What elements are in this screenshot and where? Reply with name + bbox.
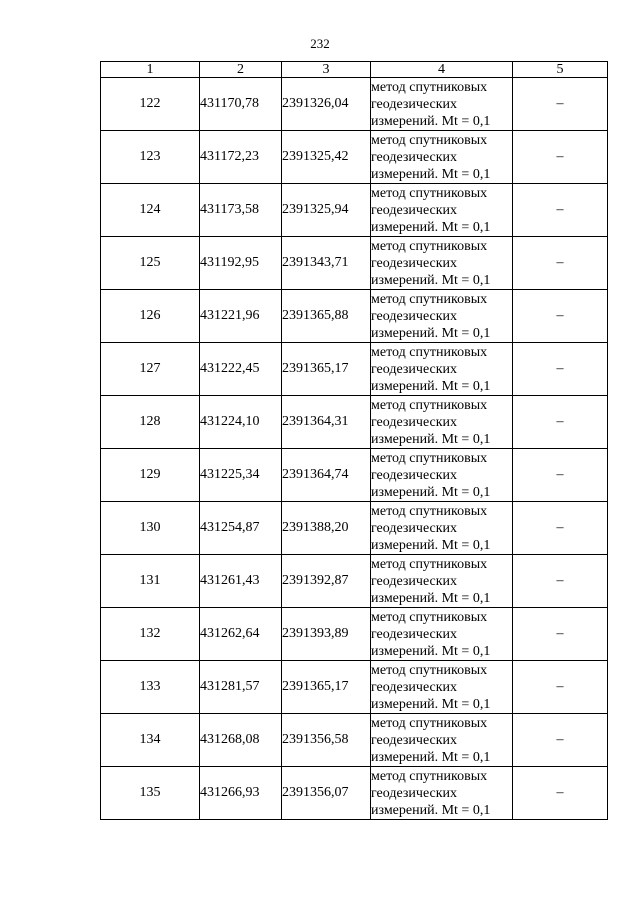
method-line: геодезических xyxy=(371,414,458,430)
table-row xyxy=(101,608,608,661)
note-dash: – xyxy=(513,396,608,449)
method-line: метод спутниковых xyxy=(371,132,488,148)
header-row xyxy=(101,62,608,78)
note-dash: – xyxy=(513,714,608,767)
note-dash: – xyxy=(513,502,608,555)
coordinate-y: 2391326,04 xyxy=(282,78,371,131)
coordinate-x: 431261,43 xyxy=(200,555,282,608)
method-line: измерений. Mt = 0,1 xyxy=(371,696,491,712)
column-header-2: 2 xyxy=(200,62,282,78)
method-line: метод спутниковых xyxy=(371,79,488,95)
point-number: 131 xyxy=(101,555,200,608)
note-dash: – xyxy=(513,555,608,608)
method-line: метод спутниковых xyxy=(371,662,488,678)
determination-method xyxy=(371,502,513,555)
table-row xyxy=(101,290,608,343)
method-line: измерений. Mt = 0,1 xyxy=(371,219,491,235)
table-row xyxy=(101,714,608,767)
method-line: геодезических xyxy=(371,626,458,642)
note-dash: – xyxy=(513,131,608,184)
table-row xyxy=(101,502,608,555)
method-line: геодезических xyxy=(371,202,458,218)
table-row xyxy=(101,78,608,131)
table-body xyxy=(101,78,608,820)
determination-method xyxy=(371,290,513,343)
method-line: измерений. Mt = 0,1 xyxy=(371,431,491,447)
point-number: 126 xyxy=(101,290,200,343)
coordinate-x: 431266,93 xyxy=(200,767,282,820)
point-number: 133 xyxy=(101,661,200,714)
method-line: измерений. Mt = 0,1 xyxy=(371,378,491,394)
method-line: измерений. Mt = 0,1 xyxy=(371,590,491,606)
note-dash: – xyxy=(513,767,608,820)
method-line: геодезических xyxy=(371,785,458,801)
method-line: геодезических xyxy=(371,573,458,589)
determination-method xyxy=(371,661,513,714)
method-line: измерений. Mt = 0,1 xyxy=(371,537,491,553)
point-number: 132 xyxy=(101,608,200,661)
coordinate-y: 2391364,74 xyxy=(282,449,371,502)
coordinate-x: 431262,64 xyxy=(200,608,282,661)
method-line: измерений. Mt = 0,1 xyxy=(371,272,491,288)
method-line: геодезических xyxy=(371,361,458,377)
method-line: геодезических xyxy=(371,255,458,271)
table-row xyxy=(101,184,608,237)
method-line: метод спутниковых xyxy=(371,344,488,360)
coordinate-y: 2391392,87 xyxy=(282,555,371,608)
table-row xyxy=(101,237,608,290)
method-line: метод спутниковых xyxy=(371,556,488,572)
coordinate-y: 2391365,17 xyxy=(282,343,371,396)
method-line: геодезических xyxy=(371,732,458,748)
coordinate-y: 2391356,07 xyxy=(282,767,371,820)
note-dash: – xyxy=(513,343,608,396)
method-line: геодезических xyxy=(371,149,458,165)
method-line: метод спутниковых xyxy=(371,185,488,201)
method-line: метод спутниковых xyxy=(371,291,488,307)
point-number: 122 xyxy=(101,78,200,131)
determination-method xyxy=(371,78,513,131)
determination-method xyxy=(371,184,513,237)
coordinate-x: 431170,78 xyxy=(200,78,282,131)
table-row xyxy=(101,449,608,502)
coordinate-x: 431192,95 xyxy=(200,237,282,290)
point-number: 135 xyxy=(101,767,200,820)
method-line: геодезических xyxy=(371,96,458,112)
coordinate-x: 431173,58 xyxy=(200,184,282,237)
method-line: измерений. Mt = 0,1 xyxy=(371,166,491,182)
coordinate-x: 431268,08 xyxy=(200,714,282,767)
coordinate-y: 2391356,58 xyxy=(282,714,371,767)
determination-method xyxy=(371,396,513,449)
method-line: метод спутниковых xyxy=(371,450,488,466)
method-line: измерений. Mt = 0,1 xyxy=(371,113,491,129)
determination-method xyxy=(371,343,513,396)
coordinate-y: 2391325,42 xyxy=(282,131,371,184)
method-line: метод спутниковых xyxy=(371,238,488,254)
coordinate-y: 2391343,71 xyxy=(282,237,371,290)
note-dash: – xyxy=(513,449,608,502)
determination-method xyxy=(371,131,513,184)
point-number: 123 xyxy=(101,131,200,184)
method-line: метод спутниковых xyxy=(371,503,488,519)
table-row xyxy=(101,343,608,396)
note-dash: – xyxy=(513,608,608,661)
note-dash: – xyxy=(513,184,608,237)
coordinate-y: 2391388,20 xyxy=(282,502,371,555)
coordinate-y: 2391365,17 xyxy=(282,661,371,714)
method-line: измерений. Mt = 0,1 xyxy=(371,749,491,765)
determination-method xyxy=(371,555,513,608)
coordinate-x: 431221,96 xyxy=(200,290,282,343)
method-line: геодезических xyxy=(371,308,458,324)
coordinate-x: 431172,23 xyxy=(200,131,282,184)
point-number: 129 xyxy=(101,449,200,502)
coordinates-table xyxy=(100,61,608,820)
coordinate-x: 431224,10 xyxy=(200,396,282,449)
coordinate-x: 431254,87 xyxy=(200,502,282,555)
coordinate-y: 2391393,89 xyxy=(282,608,371,661)
note-dash: – xyxy=(513,237,608,290)
coordinate-x: 431281,57 xyxy=(200,661,282,714)
determination-method xyxy=(371,714,513,767)
note-dash: – xyxy=(513,661,608,714)
point-number: 124 xyxy=(101,184,200,237)
method-line: измерений. Mt = 0,1 xyxy=(371,643,491,659)
coordinate-x: 431225,34 xyxy=(200,449,282,502)
point-number: 127 xyxy=(101,343,200,396)
table-row xyxy=(101,661,608,714)
coordinate-x: 431222,45 xyxy=(200,343,282,396)
note-dash: – xyxy=(513,78,608,131)
coordinate-y: 2391325,94 xyxy=(282,184,371,237)
point-number: 128 xyxy=(101,396,200,449)
point-number: 134 xyxy=(101,714,200,767)
note-dash: – xyxy=(513,290,608,343)
table-row xyxy=(101,131,608,184)
table-row xyxy=(101,396,608,449)
column-header-1: 1 xyxy=(101,62,200,78)
method-line: метод спутниковых xyxy=(371,609,488,625)
method-line: метод спутниковых xyxy=(371,397,488,413)
table-row xyxy=(101,767,608,820)
coordinate-y: 2391365,88 xyxy=(282,290,371,343)
column-header-3: 3 xyxy=(282,62,371,78)
column-header-4: 4 xyxy=(371,62,513,78)
method-line: метод спутниковых xyxy=(371,715,488,731)
point-number: 125 xyxy=(101,237,200,290)
determination-method xyxy=(371,767,513,820)
point-number: 130 xyxy=(101,502,200,555)
determination-method xyxy=(371,237,513,290)
determination-method xyxy=(371,608,513,661)
table-header xyxy=(101,62,608,78)
coordinate-y: 2391364,31 xyxy=(282,396,371,449)
method-line: измерений. Mt = 0,1 xyxy=(371,802,491,818)
determination-method xyxy=(371,449,513,502)
page-number: 232 xyxy=(310,36,330,51)
method-line: измерений. Mt = 0,1 xyxy=(371,484,491,500)
method-line: геодезических xyxy=(371,520,458,536)
table-row xyxy=(101,555,608,608)
method-line: измерений. Mt = 0,1 xyxy=(371,325,491,341)
method-line: геодезических xyxy=(371,679,458,695)
method-line: геодезических xyxy=(371,467,458,483)
column-header-5: 5 xyxy=(513,62,608,78)
method-line: метод спутниковых xyxy=(371,768,488,784)
